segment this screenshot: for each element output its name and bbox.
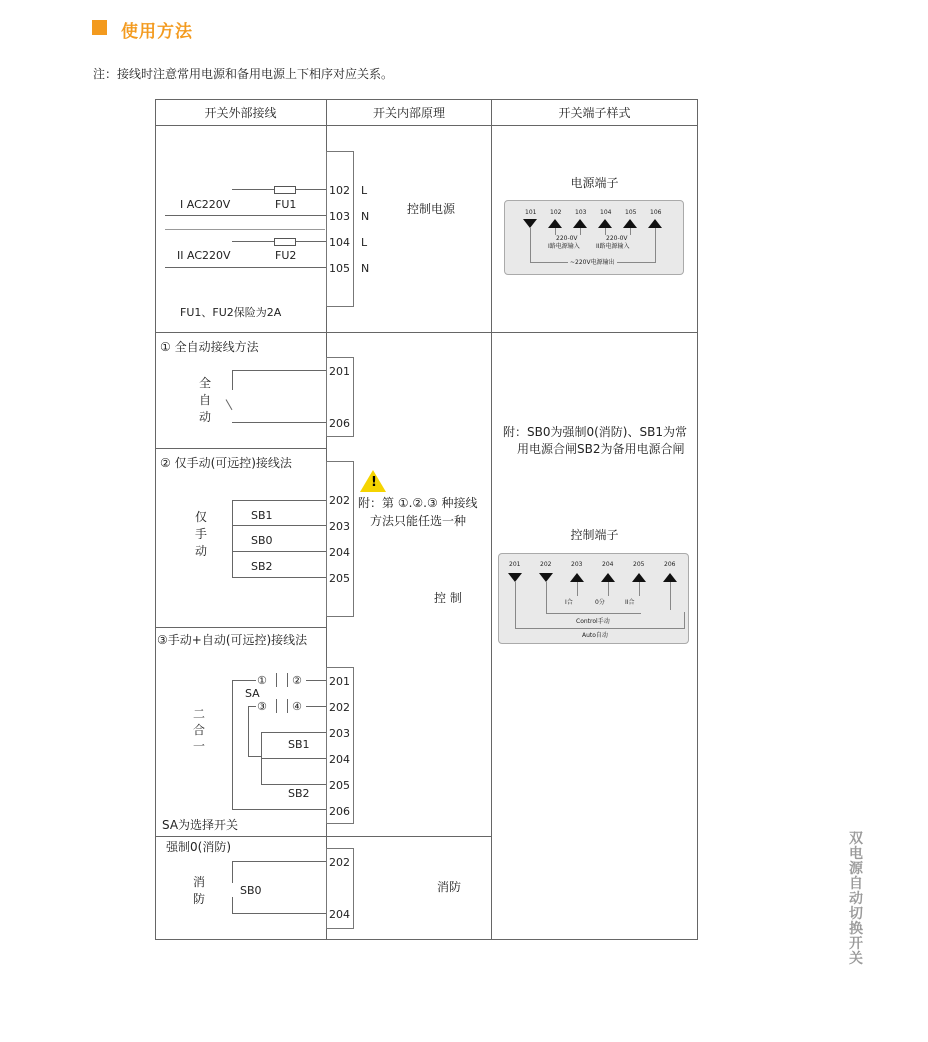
ct-arrow-204 xyxy=(601,573,615,582)
manual-title: ② 仅手动(可远控)接线法 xyxy=(160,456,292,470)
side-char: 电 xyxy=(849,846,863,862)
terminal-block-manual xyxy=(326,461,354,617)
pt-wire-102 xyxy=(555,228,556,235)
pt-num-104: 104 xyxy=(600,209,612,216)
ct-num-201: 201 xyxy=(509,561,521,568)
side-char: 换 xyxy=(849,921,863,937)
terminal-104: 104 xyxy=(329,236,350,249)
ct-auto-bus xyxy=(515,628,685,629)
ct-num-202: 202 xyxy=(540,561,552,568)
manual-terminal-203: 203 xyxy=(329,520,350,533)
auto-wire-201 xyxy=(232,370,330,371)
pt-input1-voltage: 220-0V xyxy=(556,235,578,242)
control-power-label: 控制电源 xyxy=(407,202,456,216)
ct-wire-204 xyxy=(608,582,609,596)
combined-pos-1: ① xyxy=(257,674,267,687)
combined-terminal-205: 205 xyxy=(329,779,350,792)
ct-arrow-206 xyxy=(663,573,677,582)
table-right-border xyxy=(697,99,698,940)
ct-num-204: 204 xyxy=(602,561,614,568)
usage-note: 注：接线时注意常用电源和备用电源上下相序对应关系。 xyxy=(93,67,394,81)
letter-N2: N xyxy=(361,262,370,275)
pt-arrow-103 xyxy=(573,219,587,228)
combined-sa-note: SA为选择开关 xyxy=(162,818,239,832)
middle-fire-label: 消防 xyxy=(437,880,462,894)
table-top-border xyxy=(155,99,698,100)
ct-arrow-201 xyxy=(508,573,522,582)
pt-num-101: 101 xyxy=(525,209,537,216)
letter-L1: L xyxy=(361,184,368,197)
combined-sb1-label: SB1 xyxy=(288,738,310,751)
terminal-102: 102 xyxy=(329,184,350,197)
manual-sb1-label: SB1 xyxy=(251,509,273,522)
pt-input2-voltage: 220-0V xyxy=(606,235,628,242)
letter-L2: L xyxy=(361,236,368,249)
combined-pos-4: ④ xyxy=(292,700,302,713)
ct-auto-return xyxy=(684,612,685,629)
manual-sb2-label: SB2 xyxy=(251,560,273,573)
title-marker xyxy=(92,20,107,35)
ct-manual-bus xyxy=(546,613,641,614)
combined-sa-label: SA xyxy=(245,687,260,700)
pt-num-103: 103 xyxy=(575,209,587,216)
auto-title: ① 全自动接线方法 xyxy=(160,340,259,354)
row-divider-auto xyxy=(155,448,327,449)
control-terminal-block xyxy=(498,553,689,644)
manual-terminal-205: 205 xyxy=(329,572,350,585)
combined-sa-contact-3 xyxy=(276,699,277,713)
combined-pos-2: ② xyxy=(292,674,302,687)
ct-auto-label: Auto自动 xyxy=(582,632,608,639)
pt-input2-label: II路电源输入 xyxy=(596,243,630,250)
combined-sa-contact-2 xyxy=(287,673,288,687)
side-char: 开 xyxy=(849,936,863,952)
pt-num-102: 102 xyxy=(550,209,562,216)
terminal-block-combined xyxy=(326,667,354,824)
auto-wire-206 xyxy=(232,422,330,423)
combined-terminal-206: 206 xyxy=(329,805,350,818)
forced-wire-left xyxy=(232,861,233,883)
ct-label-i-close: I合 xyxy=(565,599,573,606)
pt-num-105: 105 xyxy=(625,209,637,216)
side-char: 动 xyxy=(849,891,863,907)
pt-wire-103 xyxy=(580,228,581,235)
pt-wire-105 xyxy=(630,228,631,235)
fuse1-symbol xyxy=(274,186,296,194)
manual-wire-204 xyxy=(232,551,330,552)
ct-wire-206 xyxy=(670,582,671,610)
combined-char-1: 二 xyxy=(193,707,206,721)
middle-note-line2: 方法只能任选一种 xyxy=(370,514,467,528)
manual-wire-205 xyxy=(232,577,330,578)
combined-terminal-201: 201 xyxy=(329,675,350,688)
table-bottom-border xyxy=(155,939,698,940)
ct-label-open: 0分 xyxy=(595,599,605,606)
letter-N1: N xyxy=(361,210,370,223)
combined-title: ③手动+自动(可远控)接线法 xyxy=(157,633,308,647)
manual-sb0-label: SB0 xyxy=(251,534,273,547)
combined-wire-in xyxy=(232,680,256,681)
pt-output-label: ~220V电源输出 xyxy=(570,259,615,266)
fuse1-label: FU1 xyxy=(275,198,297,211)
ct-control-manual-label: Control手动 xyxy=(576,618,610,625)
auto-terminal-206: 206 xyxy=(329,417,350,430)
pt-arrow-104 xyxy=(598,219,612,228)
wire-105 xyxy=(165,267,330,268)
fuse2-label: FU2 xyxy=(275,249,297,262)
right-note-line1: 附：SB0为强制0(消防)、SB1为常 xyxy=(503,425,687,439)
ct-arrow-205 xyxy=(632,573,646,582)
ct-arrow-203 xyxy=(570,573,584,582)
ct-arrow-202 xyxy=(539,573,553,582)
pt-arrow-105 xyxy=(623,219,637,228)
table-left-border xyxy=(155,99,156,940)
middle-note-line1: 附：第 ①.②.③ 种接线 xyxy=(358,496,478,510)
auto-char-2: 自 xyxy=(199,393,212,407)
pt-wire-101 xyxy=(530,228,531,262)
combined-sb2-label: SB2 xyxy=(288,787,310,800)
separator-wire xyxy=(165,229,325,230)
manual-terminal-204: 204 xyxy=(329,546,350,559)
pt-num-106: 106 xyxy=(650,209,662,216)
side-char: 双 xyxy=(849,831,863,847)
manual-terminal-202: 202 xyxy=(329,494,350,507)
forced-wire-202 xyxy=(232,861,330,862)
forced-terminal-204: 204 xyxy=(329,908,350,921)
forced-wire-204 xyxy=(232,913,330,914)
combined-terminal-204: 204 xyxy=(329,753,350,766)
combined-wire-203 xyxy=(261,732,330,733)
auto-char-1: 全 xyxy=(199,376,212,390)
warning-exclamation-icon: ! xyxy=(371,475,377,490)
ct-wire-205 xyxy=(639,582,640,596)
row-divider-power xyxy=(155,332,698,333)
pt-wire-106 xyxy=(655,228,656,262)
combined-char-3: 一 xyxy=(193,739,206,753)
ct-num-203: 203 xyxy=(571,561,583,568)
pt-arrow-102 xyxy=(548,219,562,228)
row-divider-manual xyxy=(155,627,327,628)
line2-label: II AC220V xyxy=(177,249,231,262)
wire-103 xyxy=(165,215,330,216)
pt-arrow-106 xyxy=(648,219,662,228)
pt-input1-label: I路电源输入 xyxy=(548,243,580,250)
combined-wire-join xyxy=(248,756,261,757)
header-bottom-border xyxy=(155,125,698,126)
combined-wire-204 xyxy=(261,758,330,759)
ct-num-206: 206 xyxy=(664,561,676,568)
side-char: 切 xyxy=(849,906,863,922)
combined-sa-contact-1 xyxy=(276,673,277,687)
side-char: 关 xyxy=(849,951,863,967)
manual-common-wire xyxy=(232,500,233,578)
side-char: 源 xyxy=(849,861,863,877)
ct-wire-201 xyxy=(515,582,516,628)
manual-char-3: 动 xyxy=(195,544,208,558)
fuse-note: FU1、FU2保险为2A xyxy=(180,306,282,319)
manual-char-1: 仅 xyxy=(195,510,208,524)
column-header-internal: 开关内部原理 xyxy=(372,106,445,120)
power-terminal-title: 电源端子 xyxy=(570,176,619,190)
manual-wire-203 xyxy=(232,525,330,526)
pt-wire-104 xyxy=(605,228,606,235)
combined-wire-left xyxy=(232,680,233,810)
column-header-terminal: 开关端子样式 xyxy=(558,106,631,120)
forced-char-1: 消 xyxy=(193,875,206,889)
terminal-block-power xyxy=(326,151,354,307)
fuse2-symbol xyxy=(274,238,296,246)
pt-arrow-101 xyxy=(523,219,537,228)
combined-terminal-203: 203 xyxy=(329,727,350,740)
manual-char-2: 手 xyxy=(195,527,208,541)
combined-wire-205 xyxy=(261,784,330,785)
forced-sb0-label: SB0 xyxy=(240,884,262,897)
forced-title: 强制0(消防) xyxy=(166,840,231,854)
column-header-external: 开关外部接线 xyxy=(204,106,277,120)
forced-terminal-202: 202 xyxy=(329,856,350,869)
column-divider-2 xyxy=(491,99,492,940)
ct-label-ii-close: II合 xyxy=(625,599,635,606)
ct-wire-202 xyxy=(546,582,547,613)
manual-wire-202 xyxy=(232,500,330,501)
terminal-105: 105 xyxy=(329,262,350,275)
auto-terminal-201: 201 xyxy=(329,365,350,378)
combined-wire-206 xyxy=(232,809,330,810)
ct-num-205: 205 xyxy=(633,561,645,568)
auto-char-3: 动 xyxy=(199,410,212,424)
page-title: 使用方法 xyxy=(121,22,193,42)
right-note-line2: 用电源合闸SB2为备用电源合闸 xyxy=(517,442,685,456)
terminal-103: 103 xyxy=(329,210,350,223)
combined-char-2: 合 xyxy=(193,723,206,737)
combined-terminal-202: 202 xyxy=(329,701,350,714)
line1-label: I AC220V xyxy=(180,198,231,211)
combined-pos-3: ③ xyxy=(257,700,267,713)
combined-sa-contact-4 xyxy=(287,699,288,713)
row-divider-combined xyxy=(155,836,492,837)
combined-wire-down xyxy=(248,706,249,756)
side-caption xyxy=(842,832,870,967)
forced-char-2: 防 xyxy=(193,892,206,906)
control-terminal-title: 控制端子 xyxy=(570,528,619,542)
side-char: 自 xyxy=(849,876,863,892)
ct-wire-203 xyxy=(577,582,578,596)
middle-control-label: 控 制 xyxy=(434,591,462,605)
forced-wire-left-lower xyxy=(232,897,233,913)
auto-switch xyxy=(226,399,233,410)
auto-wire-left xyxy=(232,370,233,390)
combined-wire-sa2 xyxy=(248,706,256,707)
